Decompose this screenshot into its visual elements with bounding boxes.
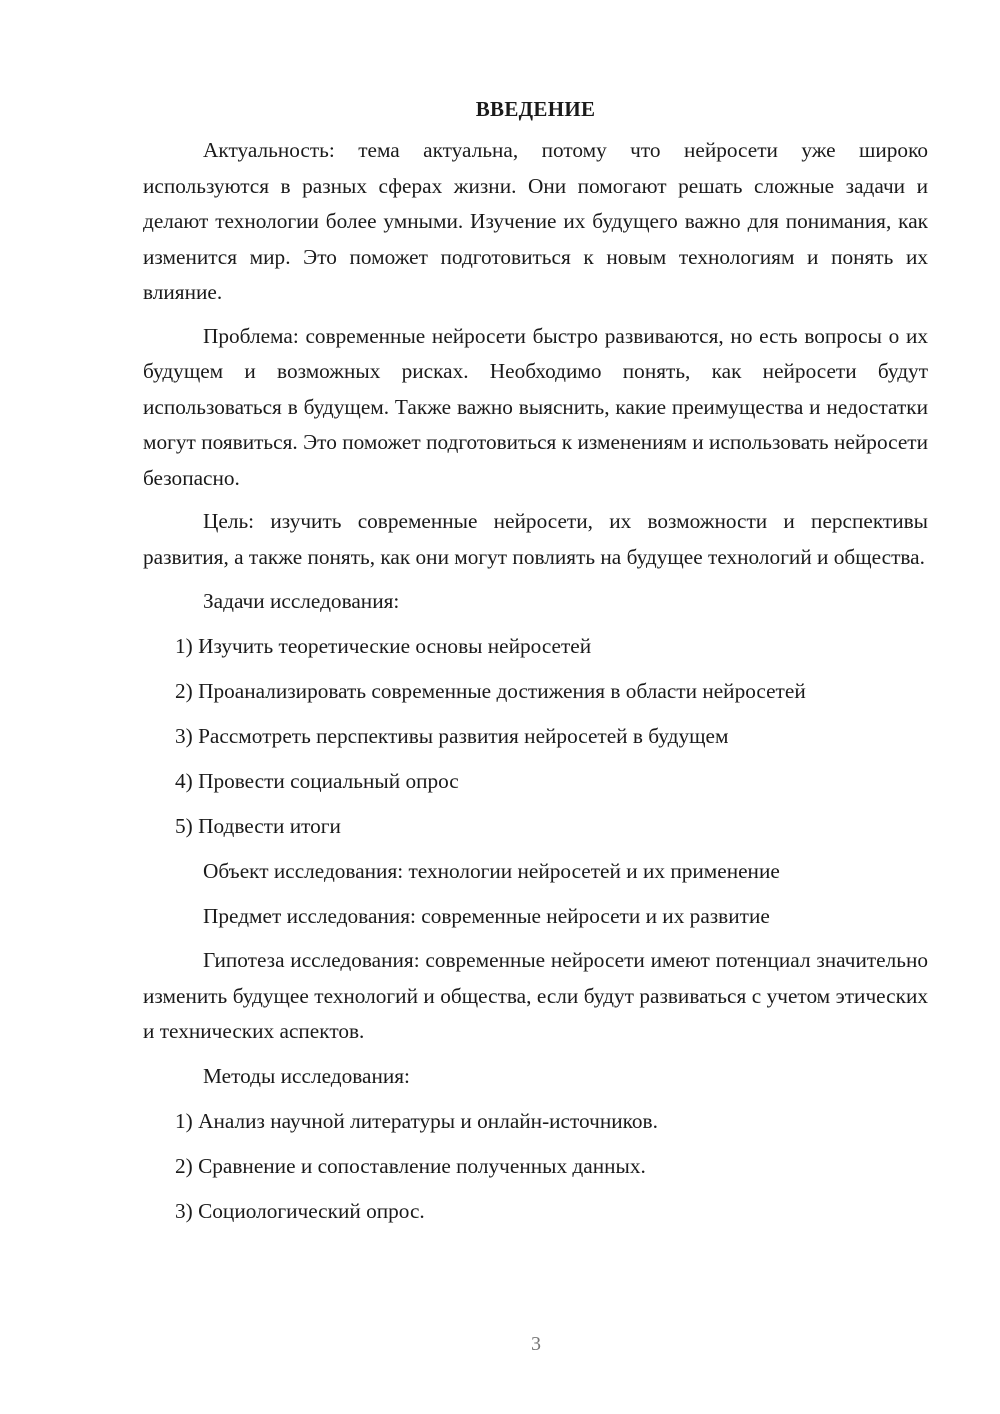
task-item: 3) Рассмотреть перспективы развития нейросетей в будущем — [175, 724, 729, 748]
section-heading: ВВЕДЕНИЕ — [475, 97, 596, 121]
methods-title: Методы исследования: — [203, 1063, 410, 1088]
subject-line: Предмет исследования: современные нейросети и их развитие — [203, 904, 770, 928]
task-item: 4) Провести социальный опрос — [175, 769, 459, 793]
method-item: 1) Анализ научной литературы и онлайн-источников. — [175, 1108, 658, 1133]
object-line: Объект исследования: технологии нейросетей и их применение — [203, 859, 780, 883]
method-item: 3) Социологический опрос. — [175, 1198, 425, 1223]
task-item: 5) Подвести итоги — [175, 814, 341, 838]
method-item: 2) Сравнение и сопоставление полученных данных. — [175, 1153, 646, 1178]
hypothesis-paragraph: Гипотеза исследования: современные нейросети имеют потенциал значительно изменить будущее технологий и общества, если будут развиваться с учетом этических и технических аспектов. — [143, 948, 928, 1043]
task-item: 2) Проанализировать современные достижения в области нейросетей — [175, 679, 806, 703]
methods-list — [143, 1103, 928, 1229]
page-number: 3 — [531, 1333, 541, 1355]
goal-paragraph: Цель: изучить современные нейросети, их возможности и перспективы развития, а также понять, как они могут повлиять на будущее технологий и общества. — [143, 509, 928, 569]
relevance-paragraph: Актуальность: тема актуальна, потому что нейросети уже широко используются в разных сферах жизни. Они помогают решать сложные задачи и делают технологии более умными. Изучение их будущего важно для понимания, как изменится мир. Это поможет подготовиться к новым технологиям и понять их влияние. — [143, 138, 928, 304]
tasks-title: Задачи исследования: — [203, 589, 400, 613]
task-item: 1) Изучить теоретические основы нейросетей — [175, 634, 592, 658]
tasks-list — [143, 628, 928, 844]
problem-paragraph: Проблема: современные нейросети быстро развиваются, но есть вопросы о их будущем и возможных рисках. Необходимо понять, как нейросети будут использоваться в будущем. Также важно выяснить, какие преимущества и недостатки могут появиться. Это поможет подготовиться к изменениям и использовать нейросети безопасно. — [143, 323, 928, 490]
page-content — [143, 91, 928, 1238]
